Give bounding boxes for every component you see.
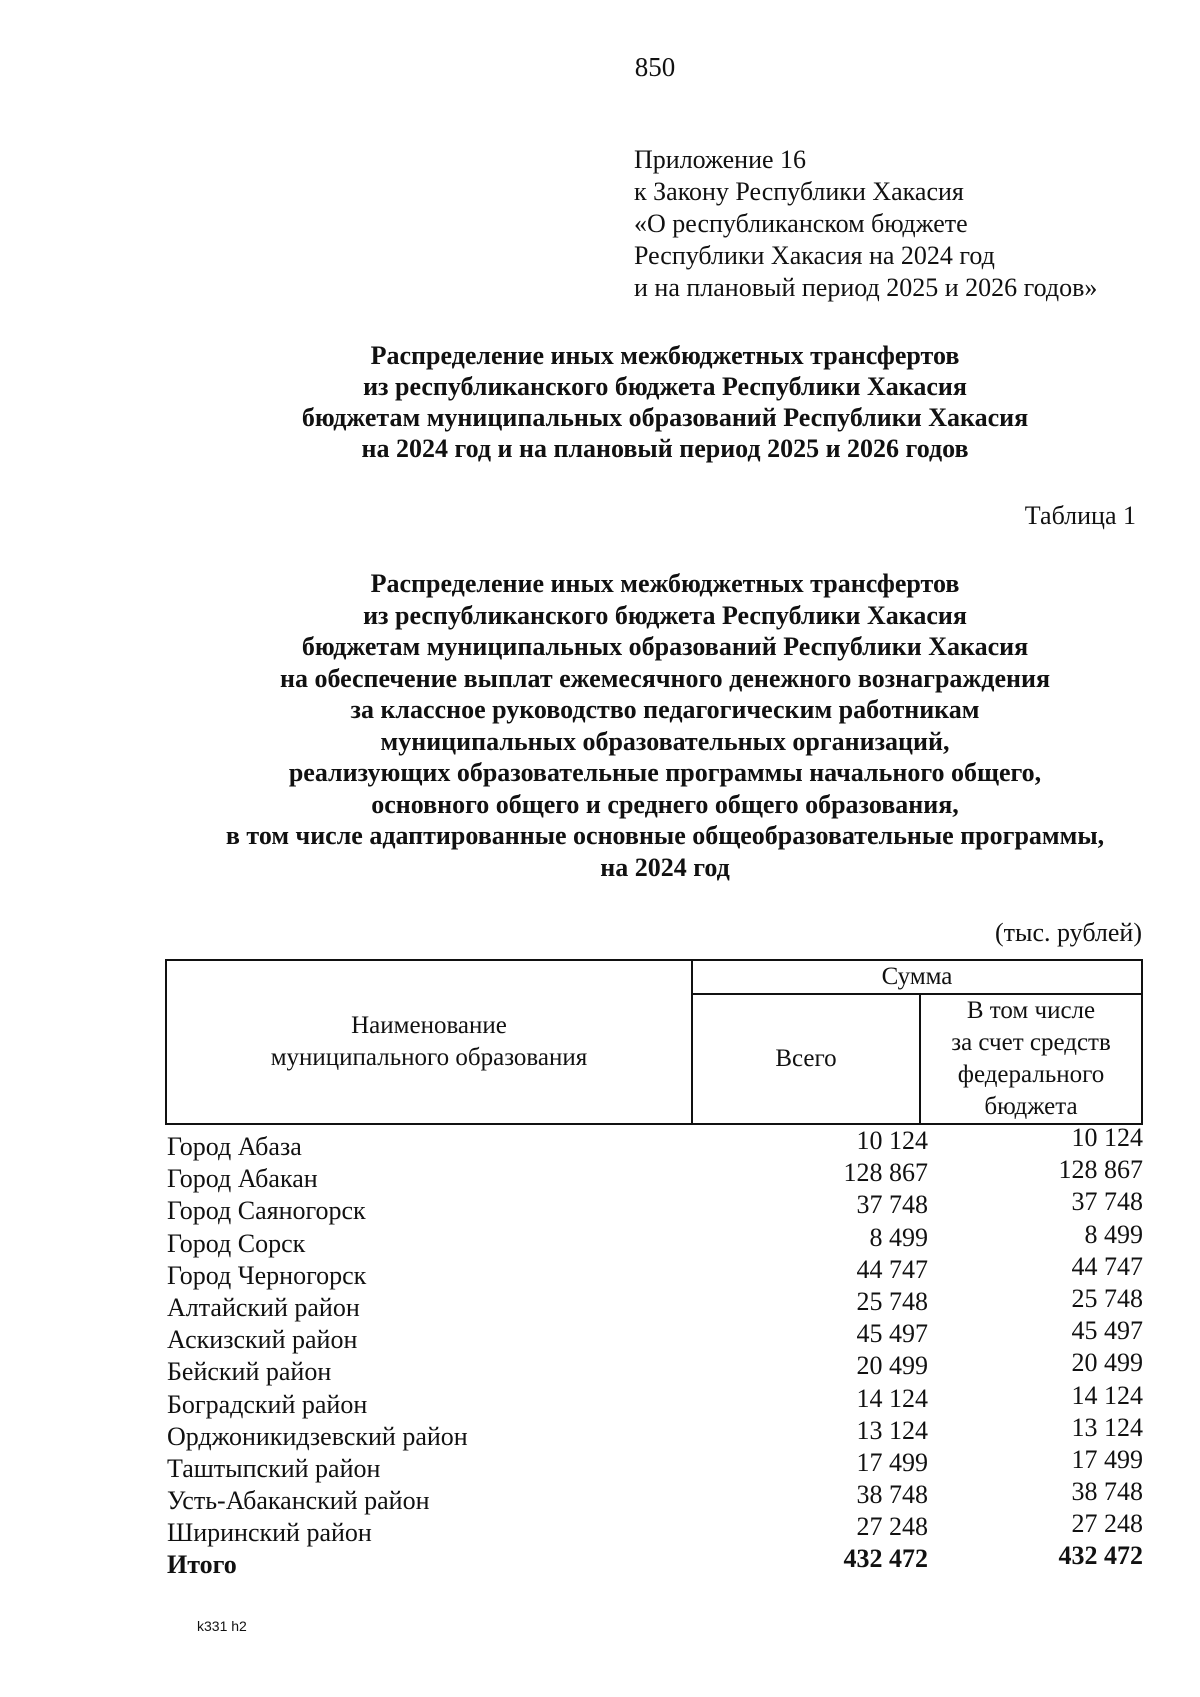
row-total: 20 499	[856, 1351, 928, 1381]
table-row	[167, 1477, 1143, 1516]
row-name: Таштыпский район	[167, 1453, 381, 1483]
header-federal-cell	[920, 994, 1142, 1124]
header-federal-line: за счет средств	[951, 1029, 1111, 1056]
row-total: 8 499	[869, 1222, 928, 1252]
row-name: Орджоникидзевский район	[167, 1421, 468, 1451]
table-row	[167, 1123, 1143, 1161]
row-total: 38 748	[856, 1480, 928, 1510]
table-row	[167, 1316, 1143, 1355]
table-heading-line: в том числе адаптированные основные общеобразовательные программы,	[225, 821, 1105, 850]
main-heading-line: на 2024 год и на плановый период 2025 и 2026 годов	[361, 434, 969, 463]
header-name-line: муниципального образования	[270, 1044, 588, 1071]
total-row-federal: 432 472	[1058, 1541, 1143, 1571]
row-name: Город Черногорск	[167, 1260, 367, 1290]
row-total: 128 867	[843, 1158, 928, 1188]
footer-code: k331 h2	[197, 1618, 247, 1634]
units-label: (тыс. рублей)	[994, 918, 1142, 947]
row-name: Бейский район	[167, 1357, 332, 1387]
main-heading-line: бюджетам муниципальных образований Республики Хакасия	[301, 403, 1029, 432]
table-label: Таблица 1	[1024, 501, 1136, 530]
row-total: 13 124	[856, 1415, 928, 1445]
header-federal-line: бюджета	[984, 1093, 1078, 1120]
table-row	[167, 1380, 1143, 1419]
table-heading-line: Распределение иных межбюджетных трансфертов	[370, 569, 960, 598]
table-heading-line: на обеспечение выплат ежемесячного денежного вознаграждения	[279, 663, 1051, 693]
row-federal: 44 747	[1071, 1251, 1143, 1281]
row-name: Ширинский район	[167, 1518, 372, 1548]
table-row	[167, 1283, 1143, 1322]
table-row	[167, 1155, 1143, 1194]
table-row	[167, 1509, 1143, 1548]
row-federal: 25 748	[1071, 1283, 1143, 1313]
row-name: Аскизский район	[167, 1325, 358, 1355]
table-heading-line: муниципальных образовательных организаций,	[380, 726, 950, 756]
row-total: 44 747	[856, 1254, 928, 1284]
header-federal-line: В том числе	[966, 997, 1096, 1024]
row-name: Город Абакан	[167, 1164, 318, 1194]
row-federal: 38 748	[1071, 1477, 1143, 1507]
table-row	[167, 1219, 1143, 1258]
table-header	[165, 959, 1143, 1125]
main-heading-line: из республиканского бюджета Республики Хакасия	[363, 372, 967, 401]
row-federal: 14 124	[1071, 1380, 1143, 1410]
header-total-cell: Всего	[692, 994, 920, 1124]
row-total: 45 497	[856, 1319, 928, 1349]
table-heading-line: реализующих образовательные программы начального общего,	[288, 758, 1042, 787]
header-name-cell	[166, 960, 692, 1124]
row-total: 37 748	[856, 1190, 928, 1220]
main-heading-line: Распределение иных межбюджетных трансфертов	[370, 341, 960, 370]
table-heading-line: бюджетам муниципальных образований Республики Хакасия	[301, 632, 1029, 661]
table-row	[167, 1444, 1143, 1483]
table-heading-line: основного общего и среднего общего образования,	[371, 789, 959, 819]
appendix-line: Республики Хакасия на 2024 год	[634, 241, 995, 270]
row-name: Алтайский район	[167, 1292, 360, 1322]
total-row-total: 432 472	[843, 1544, 928, 1574]
total-row-name: Итого	[167, 1550, 237, 1580]
row-federal: 20 499	[1071, 1348, 1143, 1378]
row-name: Боградский район	[167, 1389, 368, 1419]
table-row	[167, 1251, 1143, 1290]
row-total: 25 748	[856, 1286, 928, 1316]
row-name: Город Абаза	[167, 1132, 302, 1161]
row-federal: 8 499	[1084, 1219, 1143, 1249]
table-row	[167, 1348, 1143, 1387]
appendix-line: и на плановый период 2025 и 2026 годов»	[634, 273, 1098, 302]
table-body	[167, 1123, 1143, 1580]
appendix-line: Приложение 16	[634, 145, 807, 174]
page-number: 850	[634, 52, 676, 82]
row-total: 27 248	[856, 1512, 928, 1542]
row-total: 17 499	[856, 1447, 928, 1477]
appendix-line: к Закону Республики Хакасия	[634, 177, 964, 206]
row-total: 14 124	[856, 1383, 928, 1413]
header-federal-line: федерального	[957, 1061, 1105, 1088]
row-total: 10 124	[856, 1126, 928, 1155]
header-name-line: Наименование	[351, 1012, 507, 1039]
row-name: Усть-Абаканский район	[167, 1486, 430, 1516]
table-row	[167, 1187, 1143, 1226]
table-heading-line: из республиканского бюджета Республики Хакасия	[363, 600, 967, 630]
table-heading	[120, 568, 1200, 883]
main-heading	[120, 340, 1200, 464]
table-heading-line: на 2024 год	[600, 852, 730, 882]
table-row	[167, 1412, 1143, 1451]
row-federal: 10 124	[1071, 1123, 1143, 1152]
table-heading-line: за классное руководство педагогическим работникам	[350, 695, 980, 724]
appendix-line: «О республиканском бюджете	[634, 209, 968, 238]
row-federal: 45 497	[1071, 1316, 1143, 1346]
row-federal: 37 748	[1071, 1187, 1143, 1217]
table-total-row	[167, 1541, 1143, 1580]
row-federal: 27 248	[1071, 1509, 1143, 1539]
row-name: Город Сорск	[167, 1228, 306, 1258]
row-federal: 17 499	[1071, 1444, 1143, 1474]
header-sum-cell: Сумма	[692, 960, 1142, 994]
appendix-reference	[634, 144, 1097, 304]
row-federal: 13 124	[1071, 1412, 1143, 1442]
row-name: Город Саяногорск	[167, 1196, 366, 1226]
row-federal: 128 867	[1058, 1155, 1143, 1185]
